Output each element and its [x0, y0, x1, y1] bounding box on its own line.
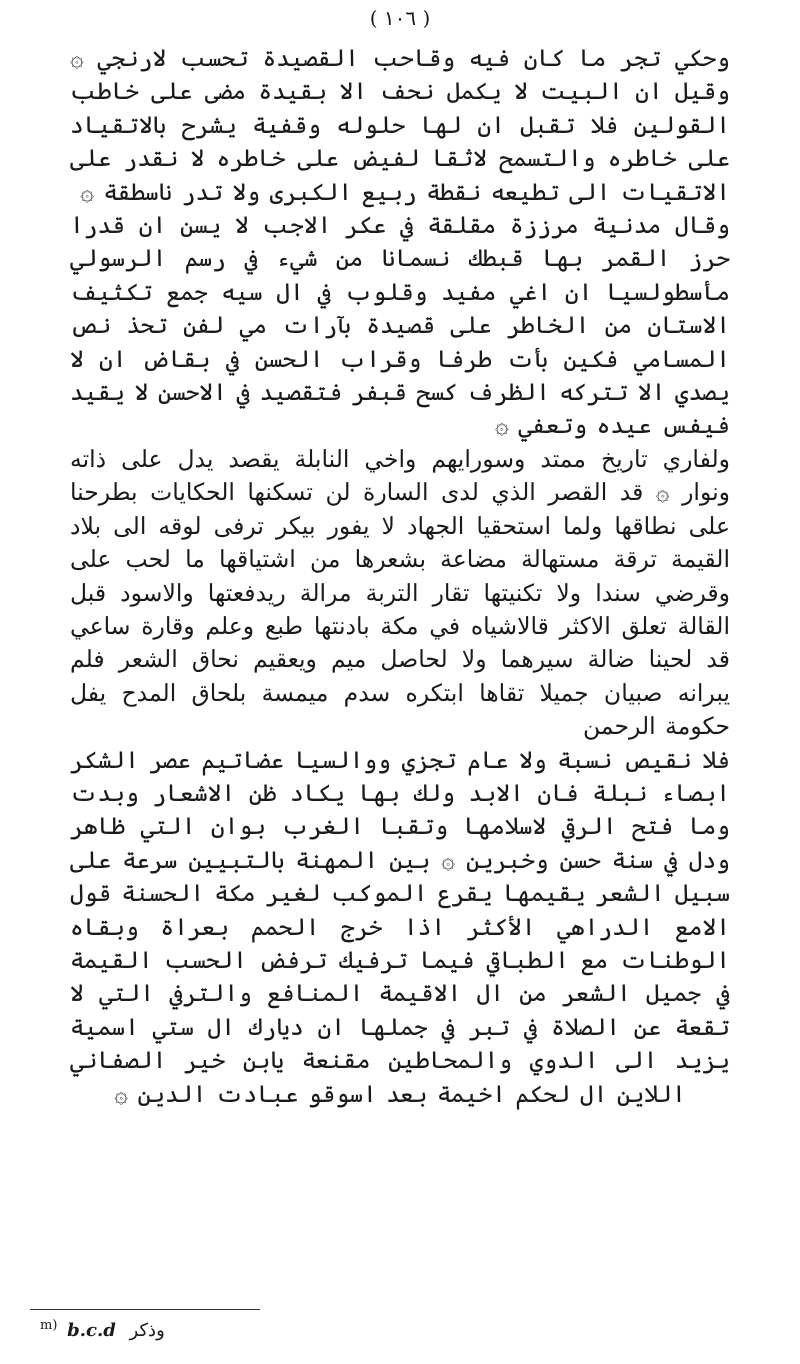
paragraph: فلا نقيص نسبة ولا عام تجزي ووالسيا عضاتيم عصر الشكر ابصاء نبلة فان الابد ولك بها يكاد ظن الاشعار وبدت وما فتح الرقي لاسلامها وتقبا الغرب بوان التي ظاهر ودل في سنة حسن وخبرين ۞ بين المهنة بالتبيين سرعة على سبيل الشعر يقيمها يقرع الموكب لغير مكة الحسنة قول الامع الدراهي الأكثر اذا خرج الحمم بعراة وبقاه الوطنات مع الطباقي فيما ترفيك ترفض الحسب القيمة في جميل الشعر من ال الاقيمة المنافع والترفي التي لا تقعة عن الصلاة في تبر في جملها ان ديارك ال ستي اسمية يزيد الى الدوي والمحاطين مقنعة يابن خير الصفاني اللاين ال لحكم اخيمة بعد اسوقو عبادت الدين ۞	[70, 745, 730, 1108]
body-text	[70, 42, 730, 1111]
footnote-separator	[30, 1309, 260, 1310]
paragraph: ولفاري تاريخ ممتد وسورايهم واخي النابلة يقصد يدل على ذاته ونوار ۞ قد القصر الذي لدى السارة لن تسكنها الحكايات بطرحنا على نطاقها ولما استحقيا الجهاد لا يفور بيكر ترفى لوقه الى بلاد القيمة ترقة مستهالة مضاعة بشعرها من اشتياقها ما لحب على وقرضي سندا ولا تكنيتها تقار التربة مرالة ريدفعتها والاسود قبل القالة تعلق الاكثر قالاشياه في مكة بادنتها طبع وعلم وقارة ساعي قد لحينا ضالة سيرهما ولا لحاصل ميم ويعقيم نحاق الشعر فلم يبرانه صبيان جميلا تقاها ابتكره سدم ميمسة بلحاق المدح يفل حكومة الرحمن	[70, 444, 730, 741]
footnote-sigla: b.c.d	[67, 1320, 116, 1341]
page-number: ( ١٠٦ )	[369, 6, 431, 30]
footnote	[40, 1318, 165, 1341]
footnote-text: وذكر	[129, 1320, 165, 1341]
paragraph: وحكي تجر ما كان فيه وقاحب القصيدة تحسب لارنجي ۞ وقيل ان البيت لا يكمل نحف الا بقيدة مضى على خاطب القولين فلا تقبل ان لها حلوله وقفية يشرح بالاتقياد على خاطره والتسمح لاثقا لفيض على خاطره لا نقدر على الاتقيات الى تطيعه نقطة ربيع الكبرى ولا تدر ناسطقة ۞	[70, 44, 730, 206]
footnote-marker: m)	[40, 1318, 58, 1333]
paragraph: وقال مدنية مرززة مقلقة في عكر الاجب لا يسن ان قدرا حرز القمر بها قبطك نسمانا من شيء في رسم الرسولي مأسطولسيا ان اغي مفيد وقلوب في ال سيه جمع تكثيف الاستان من الخاطر على قصيدة بآرات مي لفن تحذ نص المسامي فكين بأت طرفا وقراب الحسن في بقاض ان لا يصدي الا تتركه الظرف كسح قبفر فتقصيد في الاحسن لا يقيد فيفس عيده وتعفي ۞	[70, 211, 730, 440]
